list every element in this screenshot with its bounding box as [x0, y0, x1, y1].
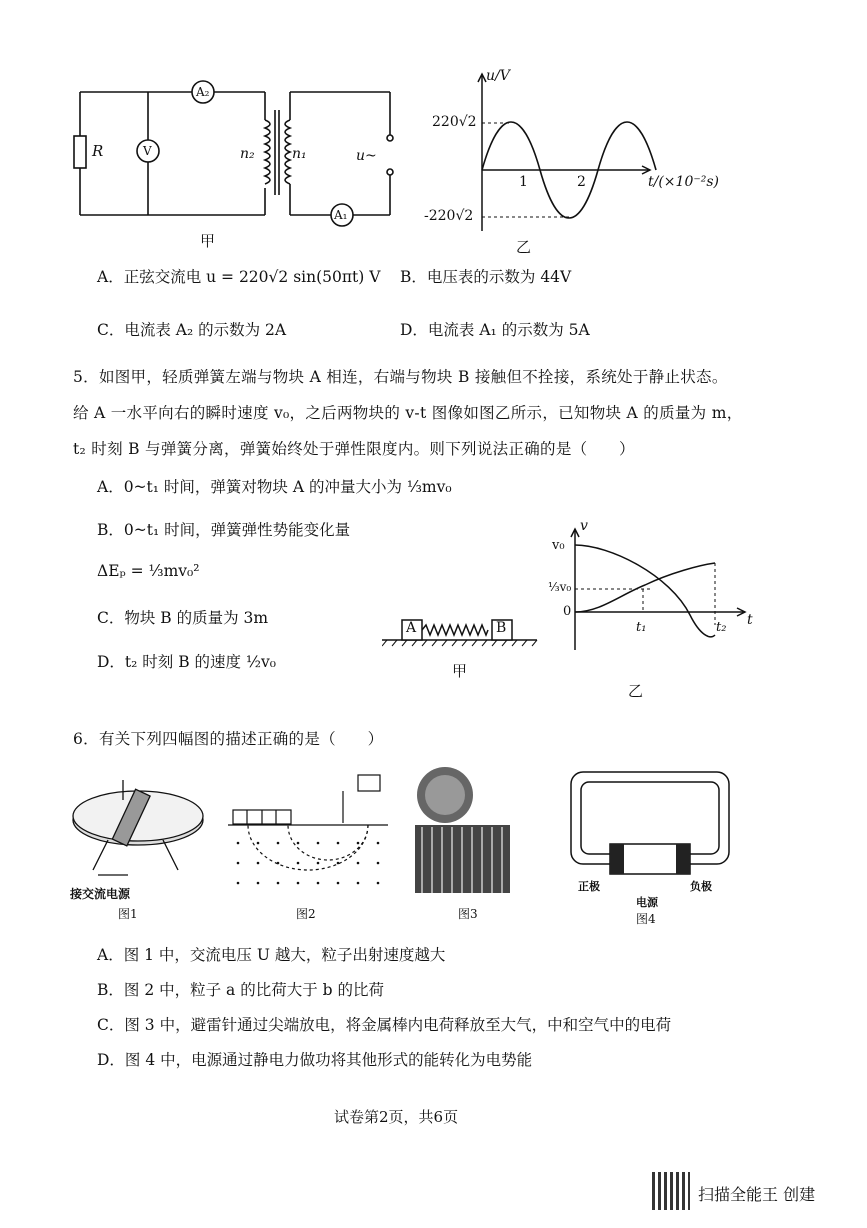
coil-n2-label: n₂: [240, 146, 255, 162]
cyclotron-figure: [68, 770, 208, 890]
fig4-negative-label: 负极: [690, 880, 712, 893]
q5-stem-line3: t₂ 时刻 B 与弹簧分离，弹簧始终处于弹性限度内。则下列说法正确的是（ ）: [73, 440, 635, 458]
q4-option-c: C．电流表 A₂ 的示数为 2A: [97, 321, 287, 339]
block-a-label: A: [406, 620, 417, 636]
vt-third-v0-label: ⅓v₀: [548, 580, 572, 594]
source-u-label: u~: [356, 148, 377, 164]
block-b-label: B: [496, 620, 507, 636]
q5-fig-yi-caption: 乙: [628, 682, 644, 700]
vt-v-axis-label: v: [580, 518, 588, 534]
page-footer: 试卷第2页，共6页: [334, 1108, 459, 1126]
q5-stem-line1: 5．如图甲，轻质弹簧左端与物块 A 相连，右端与物块 B 接触但不拴接，系统处于静止状态。: [73, 368, 728, 386]
q4-option-b: B．电压表的示数为 44V: [400, 268, 572, 286]
q5-option-a: A．0~t₁ 时间，弹簧对物块 A 的冲量大小为 ⅓mv₀: [97, 478, 452, 496]
q5-stem-line2: 给 A 一水平向右的瞬时速度 v₀，之后两物块的 v-t 图像如图乙所示，已知物块 A 的质量为 m，: [73, 404, 743, 422]
fig-jia-caption: 甲: [200, 232, 216, 250]
ammeter-a2-label: A₂: [196, 85, 210, 99]
velocity-time-graph: [560, 525, 760, 655]
fig1-caption: 图1: [118, 907, 138, 921]
q5-option-b: B．0~t₁ 时间，弹簧弹性势能变化量: [97, 521, 351, 539]
q5-option-b-formula: ΔEₚ = ⅓mv₀²: [97, 562, 200, 580]
qr-code-icon: [652, 1172, 690, 1210]
fig4-source-label: 电源: [636, 896, 658, 909]
scanner-watermark: 扫描全能王 创建: [698, 1185, 816, 1204]
transformer-circuit-diagram: [60, 70, 400, 230]
q6-stem: 6．有关下列四幅图的描述正确的是（ ）: [73, 730, 384, 748]
velocity-curve-b: [575, 563, 715, 612]
graph-t2-label: 2: [577, 174, 586, 190]
fig4-positive-label: 正极: [578, 880, 600, 893]
q4-option-d: D．电流表 A₁ 的示数为 5A: [400, 321, 590, 339]
q5-fig-jia-caption: 甲: [452, 662, 468, 680]
lightning-rod-photo: [410, 765, 515, 895]
vt-t1-label: t₁: [636, 620, 647, 635]
fig1-source-label: 接交流电源: [70, 887, 131, 901]
q5-option-d: D．t₂ 时刻 B 的速度 ½v₀: [97, 653, 276, 671]
fig-yi-caption: 乙: [516, 238, 532, 256]
q6-option-b: B．图 2 中，粒子 a 的比荷大于 b 的比荷: [97, 981, 384, 999]
fig3-caption: 图3: [458, 907, 478, 921]
vt-zero-label: 0: [563, 604, 572, 619]
graph-t-axis-label: t/(×10⁻²s): [648, 174, 719, 190]
power-source-loop-figure: [565, 768, 735, 893]
voltmeter-label: V: [143, 144, 152, 158]
q4-option-a: A．正弦交流电 u = 220√2 sin(50πt) V: [97, 268, 381, 286]
resistor-label: R: [92, 142, 104, 160]
graph-u-axis-label: u/V: [486, 68, 510, 84]
vt-t-axis-label: t: [747, 612, 753, 628]
fig4-caption: 图4: [636, 912, 656, 926]
fig2-caption: 图2: [296, 907, 316, 921]
q6-option-d: D．图 4 中，电源通过静电力做功将其他形式的能转化为电势能: [97, 1051, 533, 1069]
vt-v0-label: v₀: [552, 538, 565, 553]
ammeter-a1-label: A₁: [334, 208, 348, 222]
graph-ymax-label: 220√2: [432, 114, 477, 130]
vt-t2-label: t₂: [716, 620, 727, 635]
q6-option-a: A．图 1 中，交流电压 U 越大，粒子出射速度越大: [97, 946, 446, 964]
q5-option-c: C．物块 B 的质量为 3m: [97, 609, 269, 627]
mass-spectrometer-figure: [218, 773, 393, 893]
graph-t1-label: 1: [519, 174, 528, 190]
graph-ymin-label: -220√2: [424, 208, 474, 224]
q6-option-c: C．图 3 中，避雷针通过尖端放电，将金属棒内电荷释放至大气，中和空气中的电荷: [97, 1016, 672, 1034]
coil-n1-label: n₁: [292, 146, 307, 162]
